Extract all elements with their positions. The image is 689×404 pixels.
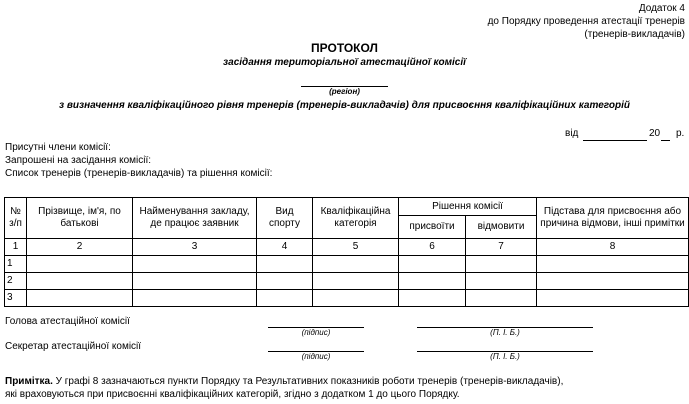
date-prefix: від — [565, 128, 579, 139]
header-number: № з/п — [5, 198, 27, 239]
column-number: 6 — [399, 239, 466, 256]
appendix-reference: до Порядку проведення атестації тренерів — [487, 16, 685, 27]
row-number: 2 — [5, 273, 27, 290]
invited-label: Запрошені на засідання комісії: — [5, 155, 152, 166]
header-full-name: Прізвище, ім'я, по батькові — [27, 198, 133, 239]
header-category: Кваліфікаційна категорія — [313, 198, 399, 239]
appendix-header — [488, 2, 685, 41]
note-label: Примітка. — [5, 376, 53, 387]
table-row — [5, 256, 689, 273]
header-assign: присвоїти — [399, 216, 466, 239]
secretary-name-label: (П. І. Б.) — [490, 352, 520, 361]
trainers-list-label: Список тренерів (тренерів-викладачів) та рішення комісії: — [5, 168, 273, 179]
secretary-signature-label: (підпис) — [301, 352, 331, 361]
year-blank-line — [661, 140, 670, 141]
column-number: 3 — [133, 239, 257, 256]
secretary-label: Секретар атестаційної комісії — [5, 341, 142, 352]
trainers-table — [4, 197, 689, 307]
header-institution: Найменування закладу, де працює заявник — [133, 198, 257, 239]
date-year-prefix: 20 — [649, 128, 661, 139]
column-number: 7 — [466, 239, 537, 256]
header-refuse: відмовити — [466, 216, 537, 239]
head-name-label: (П. І. Б.) — [490, 328, 520, 337]
header-decision: Рішення комісії — [399, 198, 537, 216]
note-line-1 — [5, 376, 563, 387]
head-of-commission-label: Голова атестаційної комісії — [5, 316, 130, 327]
header-basis: Підстава для присвоєння або причина відмови, інші примітки — [537, 198, 689, 239]
date-suffix: р. — [676, 128, 685, 139]
document-title: ПРОТОКОЛ — [311, 41, 378, 55]
document-purpose: з визначення кваліфікаційного рівня тренерів (тренерів-викладачів) для присвоєння кваліфікаційних категорій — [59, 100, 630, 111]
appendix-reference-cont: (тренерів-викладачів) — [584, 29, 685, 40]
column-number: 5 — [313, 239, 399, 256]
appendix-number: Додаток 4 — [638, 3, 685, 14]
column-number: 8 — [537, 239, 689, 256]
note-text-1: У графі 8 зазначаються пункти Порядку та Результативних показників роботи тренерів (тренерів-викладачів), — [52, 376, 564, 387]
column-number: 1 — [5, 239, 27, 256]
header-sport: Вид спорту — [257, 198, 313, 239]
column-number: 4 — [257, 239, 313, 256]
table-row — [5, 290, 689, 307]
region-label: (регіон) — [329, 87, 360, 96]
head-signature-label: (підпис) — [301, 328, 331, 337]
date-blank-line — [583, 140, 647, 141]
table-row — [5, 273, 689, 290]
row-number: 3 — [5, 290, 27, 307]
note-text-2: які враховуються при присвоєнні кваліфікаційних категорій, згідно з додатком 1 до цього Порядку. — [5, 389, 460, 400]
column-numbers-row — [5, 239, 689, 256]
present-members-label: Присутні члени комісії: — [5, 142, 111, 153]
row-number: 1 — [5, 256, 27, 273]
column-number: 2 — [27, 239, 133, 256]
document-subtitle: засідання територіальної атестаційної комісії — [223, 57, 466, 68]
